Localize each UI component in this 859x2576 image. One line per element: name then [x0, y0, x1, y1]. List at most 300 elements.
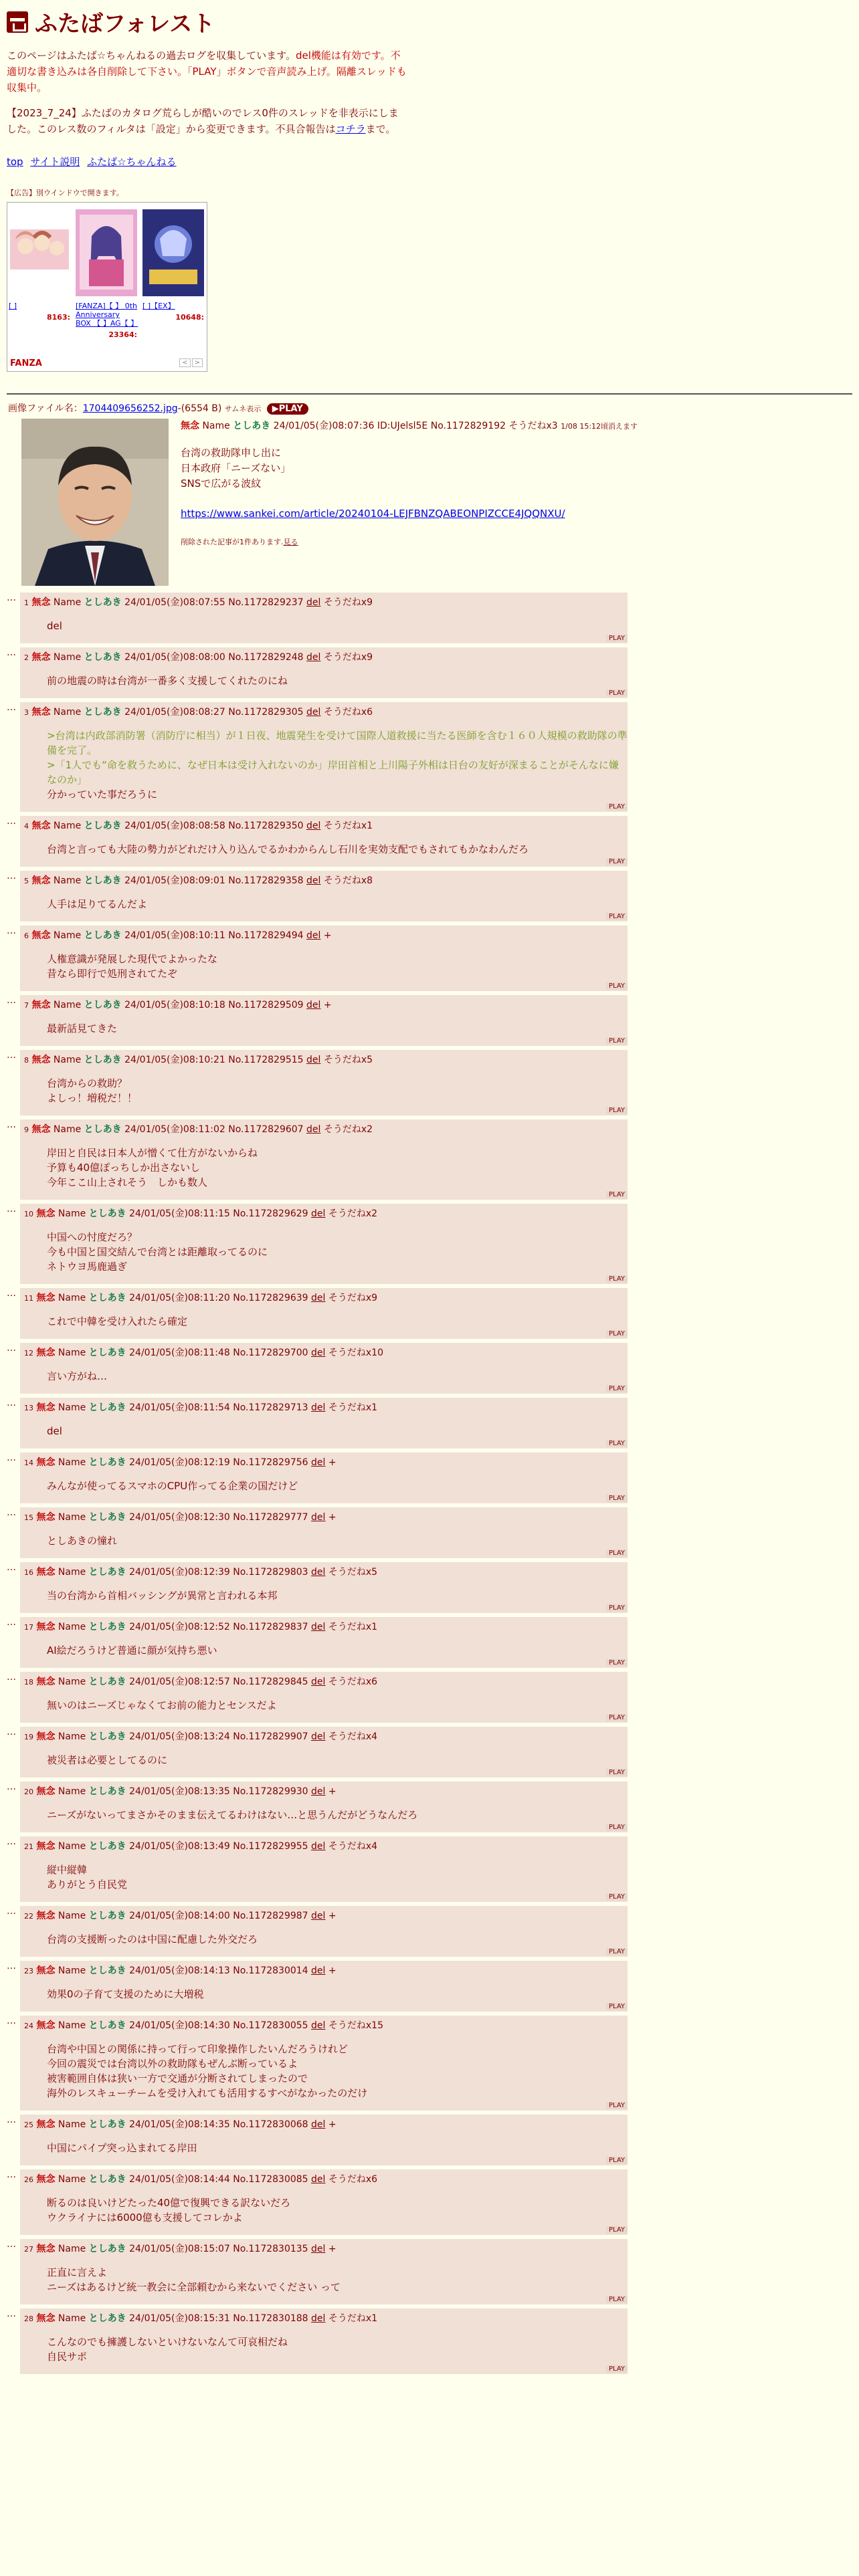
ad-box	[7, 202, 207, 372]
reply-indent: …	[7, 2115, 16, 2125]
post-number[interactable]: No.1172829248	[228, 652, 304, 663]
name-label: Name	[53, 1055, 82, 1065]
ad-brand-logo[interactable]: FANZA	[10, 358, 42, 368]
post-number[interactable]: No.1172829607	[228, 1124, 304, 1135]
play-button[interactable]: PLAY	[606, 982, 628, 990]
reply-text	[47, 1076, 628, 1105]
text-line: としあきの憧れ	[47, 1535, 118, 1547]
del-link[interactable]: del	[311, 1786, 326, 1797]
play-row	[24, 2365, 628, 2374]
poster-name: としあき	[88, 1731, 126, 1742]
play-button[interactable]: PLAY	[606, 1893, 628, 1901]
play-row	[24, 803, 628, 812]
reply-row	[7, 995, 852, 1046]
post-datetime: 24/01/05(金)08:14:00	[129, 1911, 230, 1921]
site-info-link[interactable]: サイト説明	[30, 156, 80, 168]
reply-header	[24, 1291, 628, 1306]
post-subject: 無念	[36, 1731, 56, 1742]
del-link[interactable]: del	[311, 1293, 326, 1303]
ad-title[interactable]: [FANZA]【 】 0th Anniversary BOX 【 】AG【 】	[76, 302, 138, 328]
del-link[interactable]: del	[306, 821, 321, 831]
post-datetime: 24/01/05(金)08:10:18	[124, 1000, 225, 1010]
soudane-counter[interactable]: そうだねx1	[328, 1622, 378, 1632]
reply-index: 20	[24, 1788, 33, 1796]
soudane-counter[interactable]: +	[328, 1786, 337, 1797]
reply-row	[7, 1050, 852, 1115]
del-link[interactable]: del	[311, 2174, 326, 2185]
soudane-counter[interactable]: そうだねx15	[328, 2020, 383, 2031]
reply-index: 21	[24, 1842, 33, 1851]
post-number[interactable]: No.1172829639	[233, 1293, 308, 1303]
reply-text	[47, 2195, 628, 2225]
name-label: Name	[53, 930, 82, 941]
reply-indent: …	[7, 1398, 16, 1408]
post-number[interactable]: No.1172829494	[228, 930, 304, 941]
post-number[interactable]: No.1172829907	[233, 1731, 308, 1742]
post-subject: 無念	[36, 1786, 56, 1797]
del-link[interactable]: del	[311, 1208, 326, 1219]
play-button[interactable]: PLAY	[606, 858, 628, 865]
post-subject: 無念	[31, 707, 51, 718]
top-links	[7, 154, 852, 169]
play-button[interactable]: PLAY	[606, 2365, 628, 2373]
reply-row	[7, 1672, 852, 1723]
play-button[interactable]: PLAY	[606, 689, 628, 697]
reply-index: 18	[24, 1678, 33, 1687]
poster-name: としあき	[88, 1911, 126, 1921]
play-button[interactable]: PLAY	[606, 1604, 628, 1612]
reply-post	[20, 1617, 628, 1668]
reply-text	[47, 1146, 628, 1190]
ad-pager	[178, 358, 203, 367]
post-number[interactable]: No.1172830188	[233, 2313, 308, 2324]
post-id: ID:UJelsl5E	[377, 421, 428, 431]
text-line: ネトウヨ馬鹿過ぎ	[47, 1261, 128, 1273]
play-row	[24, 1191, 628, 1200]
play-button[interactable]: PLAY	[606, 1275, 628, 1283]
soudane-counter[interactable]: そうだねx3	[508, 421, 558, 431]
file-info	[8, 401, 852, 415]
name-label: Name	[53, 707, 82, 718]
post-number[interactable]: No.1172829713	[233, 1402, 308, 1413]
post-number[interactable]: No.1172829350	[228, 821, 304, 831]
post-subject: 無念	[31, 1124, 51, 1135]
del-link[interactable]: del	[311, 1965, 326, 1976]
notice-update-text: 【2023_7_24】ふたばのカタログ荒らしが酷いのでレス0件のスレッドを非表示にしました。このレス数のフィルタは「設定」から変更できます。不具合報告は	[7, 107, 399, 135]
del-link[interactable]: del	[311, 1677, 326, 1687]
reply-index: 9	[24, 1125, 29, 1134]
post-number[interactable]: No.1172829358	[228, 875, 304, 886]
reply-text	[47, 1314, 628, 1329]
play-button[interactable]: PLAY	[606, 913, 628, 920]
reply-index: 8	[24, 1056, 29, 1065]
text-line: 断るのは良いけどたった40億で復興できる訳ないだろ	[47, 2197, 291, 2209]
file-label: 画像ファイル名：	[8, 403, 83, 414]
soudane-counter[interactable]: そうだねx10	[328, 1348, 383, 1358]
reply-text	[47, 1588, 628, 1603]
play-row	[24, 2102, 628, 2111]
post-number[interactable]: No.1172829629	[233, 1208, 308, 1219]
post-number[interactable]: No.1172829930	[233, 1786, 308, 1797]
reply-post	[20, 1562, 628, 1613]
soudane-counter[interactable]: そうだねx1	[323, 821, 373, 831]
op-line: 日本政府「ニーズない」	[181, 462, 291, 474]
play-row	[24, 2003, 628, 2012]
text-line: 正直に言えよ	[47, 2266, 108, 2278]
soudane-counter[interactable]: +	[328, 2119, 337, 2130]
reply-text	[47, 1698, 628, 1713]
post-number[interactable]: No.1172829987	[233, 1911, 308, 1921]
poster-name: としあき	[88, 2020, 126, 2031]
ad-next-icon[interactable]: >	[192, 358, 203, 367]
reply-text	[47, 1932, 628, 1947]
reply-row	[7, 1617, 852, 1668]
play-row	[24, 1385, 628, 1394]
reply-index: 6	[24, 932, 29, 940]
play-row	[24, 1495, 628, 1503]
post-subject: 無念	[36, 1567, 56, 1578]
reply-header	[24, 1346, 628, 1361]
name-label: Name	[58, 1786, 86, 1797]
soudane-counter[interactable]: そうだねx4	[328, 1841, 378, 1852]
text-line: 自民サポ	[47, 2351, 88, 2363]
reply-index: 1	[24, 599, 29, 607]
play-row	[24, 1659, 628, 1668]
soudane-counter[interactable]: +	[328, 1911, 337, 1921]
op-header	[181, 419, 638, 432]
reply-index: 28	[24, 2315, 33, 2323]
post-subject: 無念	[36, 1677, 56, 1687]
del-link[interactable]: del	[306, 1055, 321, 1065]
play-button[interactable]: PLAY	[606, 1037, 628, 1045]
notice-end-text: まで。	[365, 123, 396, 135]
post-number[interactable]: No.1172830014	[233, 1965, 308, 1976]
soudane-counter[interactable]: そうだねx9	[328, 1293, 378, 1303]
play-label: PLAY	[278, 404, 303, 414]
reply-header	[24, 873, 628, 889]
reply-indent: …	[7, 1961, 16, 1971]
play-button[interactable]: PLAY	[606, 1659, 628, 1667]
post-datetime: 24/01/05(金)08:11:54	[129, 1402, 230, 1413]
poster-name: としあき	[88, 1293, 126, 1303]
thumb-note: サムネ表示	[224, 405, 262, 413]
reply-list	[7, 593, 852, 2374]
reply-index: 26	[24, 2175, 33, 2184]
reply-row	[7, 647, 852, 698]
reply-post	[20, 1961, 628, 2012]
ad-title[interactable]: [ ]	[9, 302, 17, 310]
text-line: del	[47, 1425, 62, 1437]
del-link[interactable]: del	[311, 1402, 326, 1413]
reply-post	[20, 2169, 628, 2235]
reply-post	[20, 1836, 628, 1902]
text-line: 台湾や中国との関係に持って行って印象操作したいんだろうけれど	[47, 2043, 349, 2055]
play-button[interactable]: PLAY	[606, 1440, 628, 1447]
post-number[interactable]: No.1172830135	[233, 2244, 308, 2254]
op-post	[7, 419, 852, 586]
reply-post	[20, 1782, 628, 1832]
poster-name: としあき	[84, 875, 122, 886]
reply-header	[24, 998, 628, 1013]
futaba-link[interactable]: ふたば☆ちゃんねる	[87, 156, 177, 168]
reply-post	[20, 1050, 628, 1115]
soudane-counter[interactable]: そうだねx4	[328, 1731, 378, 1742]
reply-row	[7, 2169, 852, 2235]
play-button[interactable]: PLAY	[606, 2003, 628, 2010]
del-link[interactable]: del	[306, 1124, 321, 1135]
ad-prev-icon[interactable]: <	[179, 358, 190, 367]
reply-indent: …	[7, 1782, 16, 1792]
reply-row	[7, 2239, 852, 2304]
ad-thumbnail-image[interactable]	[9, 209, 70, 296]
post-number[interactable]: No.1172829756	[233, 1457, 308, 1468]
show-deleted-link[interactable]: 見る	[283, 538, 298, 546]
text-line: 被災者は必要としてるのに	[47, 1754, 168, 1766]
play-button[interactable]: PLAY	[606, 2102, 628, 2109]
soudane-counter[interactable]: そうだねx2	[328, 1208, 378, 1219]
play-button[interactable]: PLAY	[606, 635, 628, 642]
del-link[interactable]: del	[311, 2020, 326, 2031]
text-line: みんなが使ってるスマホのCPU作ってる企業の国だけど	[47, 1480, 298, 1492]
post-number[interactable]: No.1172829700	[233, 1348, 308, 1358]
ad-item[interactable]	[76, 209, 137, 339]
del-link[interactable]: del	[311, 1457, 326, 1468]
play-row	[24, 858, 628, 867]
play-button[interactable]: PLAY	[606, 1107, 628, 1114]
play-button[interactable]: PLAY	[606, 1330, 628, 1337]
del-link[interactable]: del	[311, 2119, 326, 2130]
play-row	[24, 1440, 628, 1448]
soudane-counter[interactable]: +	[328, 1457, 337, 1468]
poster-name: としあき	[84, 1124, 122, 1135]
del-link[interactable]: del	[311, 1512, 326, 1523]
poster-name: としあき	[84, 930, 122, 941]
reply-indent: …	[7, 2169, 16, 2180]
reply-row	[7, 1453, 852, 1503]
reply-row	[7, 816, 852, 867]
soudane-counter[interactable]: +	[328, 2244, 337, 2254]
op-body	[181, 419, 638, 586]
reply-row	[7, 1727, 852, 1778]
play-button[interactable]: PLAY	[606, 1824, 628, 1831]
ad-thumbnail-image[interactable]	[142, 209, 204, 296]
post-number[interactable]: No.1172829192	[430, 421, 506, 431]
name-label: Name	[58, 1841, 86, 1852]
post-subject: 無念	[36, 1911, 56, 1921]
soudane-counter[interactable]: そうだねx5	[323, 1055, 373, 1065]
reply-post	[20, 2115, 628, 2165]
play-row	[24, 2296, 628, 2304]
reply-header	[24, 1729, 628, 1745]
ad-title[interactable]: [ ]【EX】	[142, 302, 175, 310]
reply-row	[7, 1119, 852, 1200]
play-button[interactable]: PLAY	[606, 1714, 628, 1721]
soudane-counter[interactable]: +	[323, 930, 332, 941]
poster-name: としあき	[84, 652, 122, 663]
post-number[interactable]: No.1172829509	[228, 1000, 304, 1010]
reply-index: 25	[24, 2121, 33, 2129]
deleted-notice	[181, 536, 638, 547]
soudane-counter[interactable]: そうだねx1	[328, 1402, 378, 1413]
soudane-counter[interactable]: そうだねx6	[328, 2174, 378, 2185]
deleted-text: 削除された記事が1件あります.	[181, 538, 284, 546]
play-button[interactable]: PLAY	[606, 1948, 628, 1955]
reply-text	[47, 1643, 628, 1658]
reply-index: 13	[24, 1404, 33, 1412]
del-link[interactable]: del	[311, 2313, 326, 2324]
text-line: 縦中縦韓	[47, 1864, 88, 1876]
reply-indent: …	[7, 2016, 16, 2026]
post-number[interactable]: No.1172829237	[228, 597, 304, 608]
soudane-counter[interactable]: そうだねx6	[323, 707, 373, 718]
ad-item[interactable]	[9, 209, 70, 322]
text-line: 人手は足りてるんだよ	[47, 898, 148, 910]
reply-row	[7, 593, 852, 643]
poster-name: としあき	[84, 1000, 122, 1010]
reply-post	[20, 1398, 628, 1448]
post-number[interactable]: No.1172829845	[233, 1677, 308, 1687]
play-button[interactable]: PLAY	[606, 1769, 628, 1776]
reply-header	[24, 1455, 628, 1471]
del-link[interactable]: del	[311, 1841, 326, 1852]
post-datetime: 24/01/05(金)08:11:15	[129, 1208, 230, 1219]
post-subject: 無念	[31, 652, 51, 663]
del-link[interactable]: del	[306, 1000, 321, 1010]
text-line: 予算も40億ぽっちしか出さないし	[47, 1162, 201, 1174]
play-button[interactable]: PLAY	[606, 1549, 628, 1557]
del-link[interactable]: del	[311, 1348, 326, 1358]
name-label: Name	[202, 421, 230, 431]
site-title: ふたばフォレスト	[35, 11, 215, 37]
post-datetime: 24/01/05(金)08:11:20	[129, 1293, 230, 1303]
del-link[interactable]: del	[311, 1622, 326, 1632]
post-subject: 無念	[36, 2174, 56, 2185]
reply-indent: …	[7, 1906, 16, 1917]
reply-post	[20, 702, 628, 812]
soudane-counter[interactable]: そうだねx5	[328, 1567, 378, 1578]
poster-name: としあき	[88, 1567, 126, 1578]
report-link[interactable]: コチラ	[335, 123, 366, 135]
soudane-counter[interactable]: そうだねx9	[323, 597, 373, 608]
reply-indent: …	[7, 1119, 16, 1130]
name-label: Name	[58, 2313, 86, 2324]
reply-index: 27	[24, 2245, 33, 2254]
play-button[interactable]: PLAY	[606, 2296, 628, 2303]
soudane-counter[interactable]: そうだねx9	[323, 652, 373, 663]
post-number[interactable]: No.1172829955	[233, 1841, 308, 1852]
del-link[interactable]: del	[306, 707, 321, 718]
post-number[interactable]: No.1172830055	[233, 2020, 308, 2031]
play-icon: ▶	[272, 404, 279, 414]
soudane-counter[interactable]: そうだねx8	[323, 875, 373, 886]
play-button[interactable]: PLAY	[606, 1191, 628, 1198]
soudane-counter[interactable]: +	[328, 1965, 337, 1976]
post-number[interactable]: No.1172830068	[233, 2119, 308, 2130]
post-number[interactable]: No.1172829305	[228, 707, 304, 718]
reply-indent: …	[7, 593, 16, 603]
article-link[interactable]: https://www.sankei.com/article/20240104-LEJFBNZQABEONPIZCCE4JQQNXU/	[181, 508, 565, 520]
post-number[interactable]: No.1172829837	[233, 1622, 308, 1632]
notice-text: このページはふたば☆ちゃんねるの過去ログを収集しています。	[7, 49, 296, 62]
name-label: Name	[53, 652, 82, 663]
play-button[interactable]: PLAY	[606, 803, 628, 811]
post-number[interactable]: No.1172829515	[228, 1055, 304, 1065]
reply-text	[47, 1479, 628, 1493]
reply-header	[24, 1784, 628, 1800]
op-thumbnail-image[interactable]	[21, 419, 169, 586]
top-link[interactable]: top	[7, 156, 23, 168]
divider	[7, 393, 852, 395]
post-number[interactable]: No.1172830085	[233, 2174, 308, 2185]
post-datetime: 24/01/05(金)08:14:13	[129, 1965, 230, 1976]
reply-index: 5	[24, 877, 29, 885]
post-subject: 無念	[36, 1208, 56, 1219]
text-line: 人権意識が発展した現代でよかったな	[47, 953, 218, 965]
del-link[interactable]: del	[311, 2244, 326, 2254]
ad-count: 23364:	[108, 330, 137, 339]
soudane-counter[interactable]: そうだねx1	[328, 2313, 378, 2324]
play-button[interactable]	[267, 403, 308, 415]
del-link[interactable]: del	[311, 1731, 326, 1742]
file-link[interactable]: 1704409656252.jpg	[82, 403, 178, 414]
del-link[interactable]: del	[311, 1567, 326, 1578]
del-link[interactable]: del	[306, 875, 321, 886]
reply-post	[20, 1119, 628, 1200]
post-subject: 無念	[36, 1457, 56, 1468]
reply-post	[20, 1204, 628, 1284]
soudane-counter[interactable]: +	[323, 1000, 332, 1010]
reply-row	[7, 871, 852, 922]
post-number[interactable]: No.1172829803	[233, 1567, 308, 1578]
soudane-counter[interactable]: そうだねx6	[328, 1677, 378, 1687]
play-row	[24, 1824, 628, 1832]
post-datetime: 24/01/05(金)08:15:07	[129, 2244, 230, 2254]
soudane-counter[interactable]: そうだねx2	[323, 1124, 373, 1135]
ad-label: 【広告】別ウインドウで開きます。	[7, 189, 124, 197]
post-datetime: 24/01/05(金)08:12:19	[129, 1457, 230, 1468]
del-link[interactable]: del	[306, 930, 321, 941]
reply-post	[20, 1453, 628, 1503]
reply-text	[47, 2042, 628, 2101]
del-link[interactable]: del	[306, 652, 321, 663]
reply-header	[24, 1510, 628, 1525]
text-line: 昔なら即行で処刑されてたぞ	[47, 968, 178, 980]
post-number[interactable]: No.1172829777	[233, 1512, 308, 1523]
site-header	[7, 0, 852, 38]
del-link[interactable]: del	[306, 597, 321, 608]
reply-header	[24, 1675, 628, 1690]
play-button[interactable]: PLAY	[606, 2226, 628, 2234]
post-datetime: 24/01/05(金)08:11:48	[129, 1348, 230, 1358]
reply-post	[20, 1288, 628, 1339]
play-button[interactable]: PLAY	[606, 1385, 628, 1392]
reply-row	[7, 1343, 852, 1394]
reply-text	[47, 1369, 628, 1384]
op-line: SNSで広がる波紋	[181, 477, 262, 490]
play-button[interactable]: PLAY	[606, 2157, 628, 2164]
del-link[interactable]: del	[311, 1911, 326, 1921]
ad-thumbnail-image[interactable]	[76, 209, 137, 296]
reply-text	[47, 1753, 628, 1767]
reply-header	[24, 1206, 628, 1222]
text-line: 効果0の子育て支援のために大増税	[47, 1988, 204, 2000]
site-logo-icon[interactable]	[7, 11, 28, 33]
ad-item[interactable]	[142, 209, 204, 322]
soudane-counter[interactable]: +	[328, 1512, 337, 1523]
play-button[interactable]: PLAY	[606, 1495, 628, 1502]
text-line: del	[47, 620, 62, 632]
text-line: 中国にパイプ突っ込まれてる岸田	[47, 2142, 197, 2154]
